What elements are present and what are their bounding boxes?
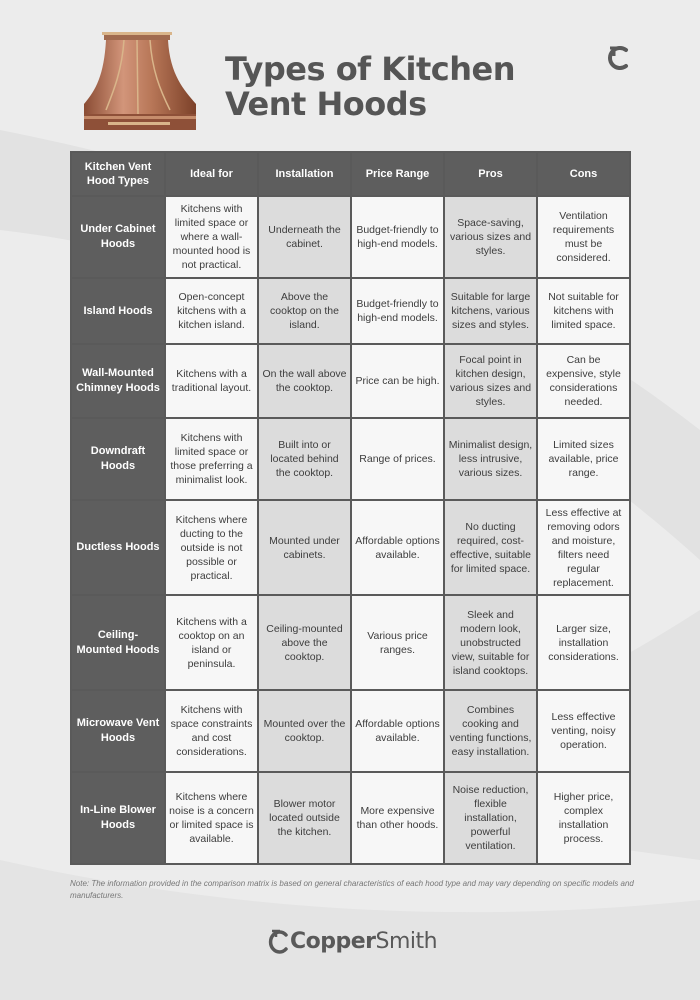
- row-header-type: Downdraft Hoods: [71, 418, 165, 500]
- cell-price-range: Affordable options available.: [351, 690, 444, 772]
- cell-pros: Sleek and modern look, unobstructed view, suitable for island cooktops.: [444, 595, 537, 690]
- cell-pros: Noise reduction, flexible installation, powerful ventilation.: [444, 772, 537, 864]
- cell-installation: Mounted under cabinets.: [258, 500, 351, 595]
- table-row: [71, 690, 630, 772]
- cell-pros: Minimalist design, less intrusive, various sizes.: [444, 418, 537, 500]
- cell-cons: Less effective at removing odors and moisture, filters need regular replacement.: [537, 500, 630, 595]
- cell-cons: Less effective venting, noisy operation.: [537, 690, 630, 772]
- cell-ideal-for: Kitchens with a traditional layout.: [165, 344, 258, 418]
- cell-ideal-for: Open-concept kitchens with a kitchen island.: [165, 278, 258, 344]
- cell-price-range: More expensive than other hoods.: [351, 772, 444, 864]
- cell-pros: Combines cooking and venting functions, easy installation.: [444, 690, 537, 772]
- cell-ideal-for: Kitchens with limited space or where a wall-mounted hood is not practical.: [165, 196, 258, 278]
- column-header-installation: Installation: [258, 152, 351, 196]
- table-row: [71, 344, 630, 418]
- cell-installation: On the wall above the cooktop.: [258, 344, 351, 418]
- coppersmith-monogram-icon: [604, 44, 632, 72]
- row-header-type: Ductless Hoods: [71, 500, 165, 595]
- coppersmith-logo-c-icon: [268, 927, 290, 955]
- cell-price-range: Range of prices.: [351, 418, 444, 500]
- cell-pros: Space-saving, various sizes and styles.: [444, 196, 537, 278]
- cell-price-range: Budget-friendly to high-end models.: [351, 278, 444, 344]
- row-header-type: Ceiling-Mounted Hoods: [71, 595, 165, 690]
- table-row: [71, 418, 630, 500]
- table-row: [71, 772, 630, 864]
- column-header-ideal-for: Ideal for: [165, 152, 258, 196]
- table-row: [71, 500, 630, 595]
- cell-ideal-for: Kitchens with limited space or those preferring a minimalist look.: [165, 418, 258, 500]
- cell-installation: Above the cooktop on the island.: [258, 278, 351, 344]
- cell-cons: Not suitable for kitchens with limited space.: [537, 278, 630, 344]
- logo-wordmark: [290, 929, 437, 954]
- cell-installation: Underneath the cabinet.: [258, 196, 351, 278]
- cell-installation: Ceiling-mounted above the cooktop.: [258, 595, 351, 690]
- footnote: Note: The information provided in the comparison matrix is based on general characteristics of each hood type and may vary depending on specific models and manufacturers.: [70, 879, 634, 900]
- coppersmith-logo: [268, 924, 437, 958]
- row-header-type: Island Hoods: [71, 278, 165, 344]
- cell-price-range: Budget-friendly to high-end models.: [351, 196, 444, 278]
- cell-price-range: Various price ranges.: [351, 595, 444, 690]
- cell-installation: Built into or located behind the cooktop.: [258, 418, 351, 500]
- row-header-type: Wall-Mounted Chimney Hoods: [71, 344, 165, 418]
- page-title: Types of Kitchen Vent Hoods: [225, 50, 516, 123]
- cell-pros: No ducting required, cost-effective, suitable for limited space.: [444, 500, 537, 595]
- cell-ideal-for: Kitchens with a cooktop on an island or peninsula.: [165, 595, 258, 690]
- column-header-pros: Pros: [444, 152, 537, 196]
- cell-cons: Ventilation requirements must be considered.: [537, 196, 630, 278]
- cell-price-range: Affordable options available.: [351, 500, 444, 595]
- cell-cons: Higher price, complex installation process.: [537, 772, 630, 864]
- cell-cons: Can be expensive, style considerations needed.: [537, 344, 630, 418]
- logo-word-smith: Smith: [375, 928, 438, 954]
- comparison-matrix: [70, 151, 631, 865]
- column-header-price-range: Price Range: [351, 152, 444, 196]
- cell-ideal-for: Kitchens where noise is a concern or limited space is available.: [165, 772, 258, 864]
- cell-pros: Focal point in kitchen design, various sizes and styles.: [444, 344, 537, 418]
- row-header-type: Microwave Vent Hoods: [71, 690, 165, 772]
- header-row: [71, 152, 630, 196]
- row-header-type: In-Line Blower Hoods: [71, 772, 165, 864]
- cell-ideal-for: Kitchens where ducting to the outside is not possible or practical.: [165, 500, 258, 595]
- copper-range-hood-icon: [80, 30, 204, 134]
- cell-price-range: Price can be high.: [351, 344, 444, 418]
- column-header-cons: Cons: [537, 152, 630, 196]
- cell-installation: Mounted over the cooktop.: [258, 690, 351, 772]
- cell-installation: Blower motor located outside the kitchen.: [258, 772, 351, 864]
- cell-cons: Larger size, installation considerations.: [537, 595, 630, 690]
- table-row: [71, 196, 630, 278]
- cell-ideal-for: Kitchens with space constraints and cost considerations.: [165, 690, 258, 772]
- cell-pros: Suitable for large kitchens, various sizes and styles.: [444, 278, 537, 344]
- table-row: [71, 278, 630, 344]
- cell-cons: Limited sizes available, price range.: [537, 418, 630, 500]
- row-header-type: Under Cabinet Hoods: [71, 196, 165, 278]
- table-row: [71, 595, 630, 690]
- logo-word-copper: Copper: [290, 928, 376, 954]
- column-header-type: Kitchen Vent Hood Types: [71, 152, 165, 196]
